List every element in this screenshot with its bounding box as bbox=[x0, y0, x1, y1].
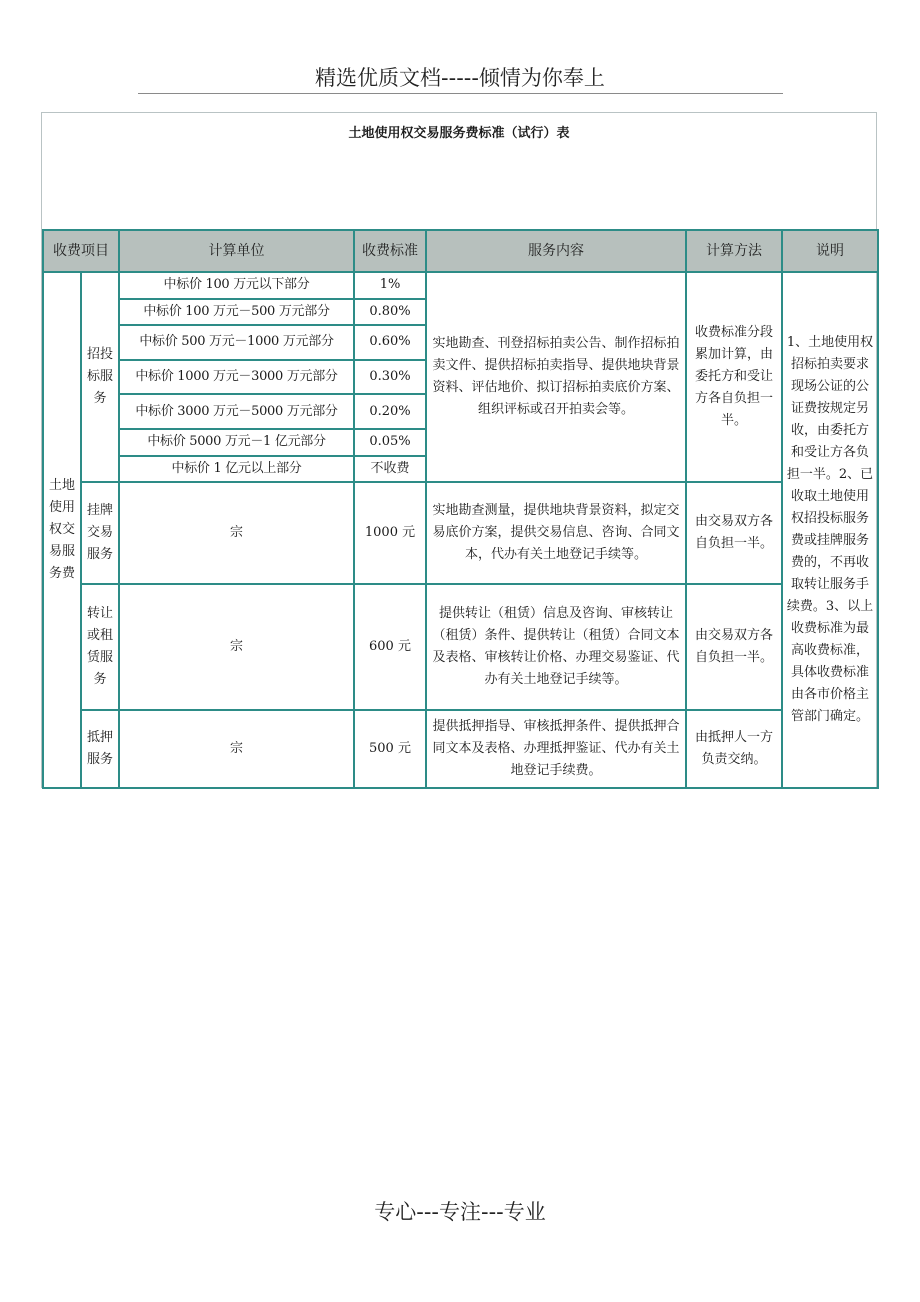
bidding-calc-method: 收费标准分段累加计算，由委托方和受让方各自负担一半。 bbox=[686, 272, 782, 482]
bidding-tier-unit: 中标价 3000 万元－5000 万元部分 bbox=[119, 394, 354, 429]
bidding-tier-unit: 中标价 100 万元－500 万元部分 bbox=[119, 299, 354, 326]
table-row bbox=[43, 584, 878, 710]
bidding-tier-rate: 0.30% bbox=[354, 360, 426, 395]
bidding-tier-rate: 1% bbox=[354, 272, 426, 299]
bidding-tier-rate: 0.80% bbox=[354, 299, 426, 326]
header-rule bbox=[138, 93, 783, 94]
bidding-tier-unit: 中标价 5000 万元－1 亿元部分 bbox=[119, 429, 354, 456]
fee-standard-table bbox=[42, 229, 879, 789]
bidding-tier-rate: 0.60% bbox=[354, 325, 426, 360]
table-row bbox=[43, 710, 878, 788]
listing-service-content: 实地勘查测量，提供地块背景资料，拟定交易底价方案，提供交易信息、咨询、合同文本，代办有关土地登记手续等。 bbox=[426, 482, 686, 584]
mortgage-fee: 500 元 bbox=[354, 710, 426, 788]
mortgage-calc-method: 由抵押人一方负责交纳。 bbox=[686, 710, 782, 788]
page-header: 精选优质文档-----倾情为你奉上 bbox=[315, 66, 605, 90]
bidding-tier-unit: 中标价 500 万元－1000 万元部分 bbox=[119, 325, 354, 360]
col-header-item: 收费项目 bbox=[43, 230, 119, 272]
col-header-unit: 计算单位 bbox=[119, 230, 354, 272]
bidding-tier-rate: 不收费 bbox=[354, 456, 426, 483]
listing-service-name: 挂牌交易服务 bbox=[81, 482, 119, 584]
bidding-tier-rate: 0.05% bbox=[354, 429, 426, 456]
transfer-service-name: 转让或租赁服务 bbox=[81, 584, 119, 710]
bidding-tier-unit: 中标价 1 亿元以上部分 bbox=[119, 456, 354, 483]
bidding-tier-rate: 0.20% bbox=[354, 394, 426, 429]
col-header-method: 计算方法 bbox=[686, 230, 782, 272]
listing-calc-method: 由交易双方各自负担一半。 bbox=[686, 482, 782, 584]
page-footer: 专心---专注---专业 bbox=[374, 1200, 546, 1224]
col-header-content: 服务内容 bbox=[426, 230, 686, 272]
bidding-service-content: 实地勘查、刊登招标拍卖公告、制作招标拍卖文件、提供招标拍卖指导、提供地块背景资料、评估地价、拟订招标拍卖底价方案、组织评标或召开拍卖会等。 bbox=[426, 272, 686, 482]
transfer-unit: 宗 bbox=[119, 584, 354, 710]
transfer-calc-method: 由交易双方各自负担一半。 bbox=[686, 584, 782, 710]
table-row bbox=[43, 272, 878, 299]
bidding-service-name: 招投标服务 bbox=[81, 272, 119, 482]
notes-cell: 1、土地使用权招标拍卖要求现场公证的公证费按规定另收，由委托方和受让方各负担一半。2、已收取土地使用权招投标服务费或挂牌服务费的，不再收取转让服务手续费。3、以上收费标准为最高收费标准，具体收费标准由各市价格主管部门确定。 bbox=[782, 272, 878, 788]
table-header-row bbox=[43, 230, 878, 272]
mortgage-unit: 宗 bbox=[119, 710, 354, 788]
transfer-fee: 600 元 bbox=[354, 584, 426, 710]
category-cell: 土地使用权交易服务费 bbox=[43, 272, 81, 788]
mortgage-service-content: 提供抵押指导、审核抵押条件、提供抵押合同文本及表格、办理抵押鉴证、代办有关土地登记手续费。 bbox=[426, 710, 686, 788]
transfer-service-content: 提供转让（租赁）信息及咨询、审核转让（租赁）条件、提供转让（租赁）合同文本及表格、审核转让价格、办理交易鉴证、代办有关土地登记手续等。 bbox=[426, 584, 686, 710]
mortgage-service-name: 抵押服务 bbox=[81, 710, 119, 788]
listing-fee: 1000 元 bbox=[354, 482, 426, 584]
document-title: 土地使用权交易服务费标准（试行）表 bbox=[348, 126, 570, 141]
listing-unit: 宗 bbox=[119, 482, 354, 584]
bidding-tier-unit: 中标价 1000 万元－3000 万元部分 bbox=[119, 360, 354, 395]
table-row bbox=[43, 482, 878, 584]
bidding-tier-unit: 中标价 100 万元以下部分 bbox=[119, 272, 354, 299]
col-header-rate: 收费标准 bbox=[354, 230, 426, 272]
col-header-notes: 说明 bbox=[782, 230, 878, 272]
